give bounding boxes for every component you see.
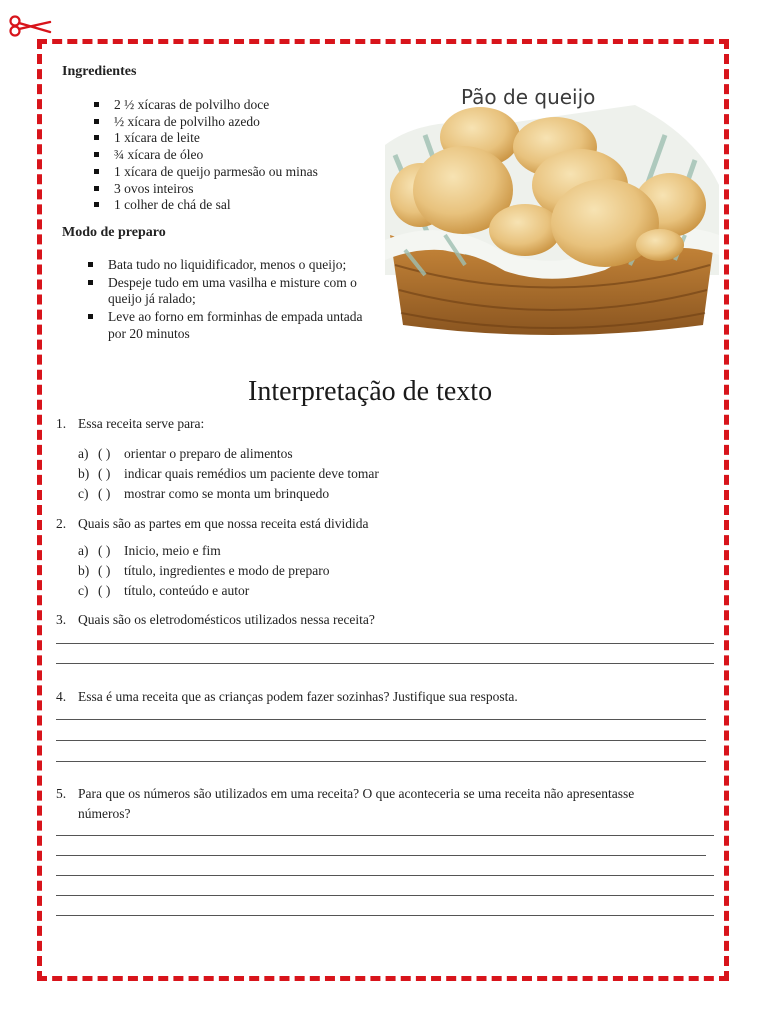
question-number: 5. xyxy=(56,786,67,801)
option-1c[interactable] xyxy=(78,484,329,504)
preparation-heading: Modo de preparo xyxy=(62,225,166,240)
preparation-list xyxy=(86,257,366,344)
answer-line[interactable] xyxy=(56,835,714,836)
question-number: 4. xyxy=(56,689,67,704)
answer-checkbox[interactable]: ( ) xyxy=(98,486,111,501)
question-3 xyxy=(56,610,375,630)
ingredient-item: 2 ½ xícaras de polvilho doce xyxy=(92,97,382,114)
question-text: Essa é uma receita que as crianças podem fazer sozinhas? Justifique sua resposta. xyxy=(78,689,518,704)
answer-line[interactable] xyxy=(56,895,714,896)
question-4 xyxy=(56,687,518,707)
option-letter: c) xyxy=(78,583,89,598)
option-2c[interactable] xyxy=(78,581,249,601)
answer-line[interactable] xyxy=(56,855,706,856)
option-letter: a) xyxy=(78,446,89,461)
question-text: Quais são os eletrodomésticos utilizados nessa receita? xyxy=(78,612,375,627)
preparation-step: Leve ao forno em forminhas de empada untada por 20 minutos xyxy=(86,309,366,342)
answer-line[interactable] xyxy=(56,915,714,916)
preparation-step: Despeje tudo em uma vasilha e misture com o queijo já ralado; xyxy=(86,275,366,308)
option-text: indicar quais remédios um paciente deve tomar xyxy=(124,466,379,481)
option-letter: b) xyxy=(78,563,90,578)
answer-checkbox[interactable]: ( ) xyxy=(98,446,111,461)
ingredient-item: ½ xícara de polvilho azedo xyxy=(92,114,382,131)
option-1b[interactable] xyxy=(78,464,379,484)
option-letter: b) xyxy=(78,466,90,481)
ingredient-item: 1 xícara de queijo parmesão ou minas xyxy=(92,164,382,181)
scissors-icon xyxy=(8,14,52,38)
ingredient-item: 1 xícara de leite xyxy=(92,130,382,147)
option-letter: c) xyxy=(78,486,89,501)
answer-line[interactable] xyxy=(56,875,714,876)
ingredient-item: ¾ xícara de óleo xyxy=(92,147,382,164)
option-text: título, conteúdo e autor xyxy=(124,583,250,598)
ingredient-item: 3 ovos inteiros xyxy=(92,181,382,198)
ingredients-list xyxy=(92,97,382,214)
question-2 xyxy=(56,514,369,534)
answer-line[interactable] xyxy=(56,663,714,664)
photo-caption: Pão de queijo xyxy=(461,85,596,109)
option-text: título, ingredientes e modo de preparo xyxy=(124,563,330,578)
option-1a[interactable] xyxy=(78,444,293,464)
answer-line[interactable] xyxy=(56,719,706,720)
question-text: Essa receita serve para: xyxy=(78,416,205,431)
option-text: orientar o preparo de alimentos xyxy=(124,446,293,461)
answer-line[interactable] xyxy=(56,643,714,644)
ingredients-heading: Ingredientes xyxy=(62,64,137,79)
answer-line[interactable] xyxy=(56,761,706,762)
question-number: 3. xyxy=(56,612,67,627)
option-text: Inicio, meio e fim xyxy=(124,543,221,558)
question-1 xyxy=(56,414,204,434)
answer-checkbox[interactable]: ( ) xyxy=(98,543,111,558)
ingredient-item: 1 colher de chá de sal xyxy=(92,197,382,214)
question-5 xyxy=(56,784,656,824)
cheese-bread-basket-image xyxy=(385,75,719,335)
answer-checkbox[interactable]: ( ) xyxy=(98,466,111,481)
question-number: 1. xyxy=(56,416,67,431)
question-text: Quais são as partes em que nossa receita está dividida xyxy=(78,516,369,531)
option-letter: a) xyxy=(78,543,89,558)
option-text: mostrar como se monta um brinquedo xyxy=(124,486,330,501)
option-2a[interactable] xyxy=(78,541,221,561)
answer-checkbox[interactable]: ( ) xyxy=(98,583,111,598)
preparation-step: Bata tudo no liquidificador, menos o queijo; xyxy=(86,257,366,274)
question-text: Para que os números são utilizados em uma receita? O que aconteceria se uma receita não apresentasse números? xyxy=(78,786,635,821)
option-2b[interactable] xyxy=(78,561,329,581)
question-number: 2. xyxy=(56,516,67,531)
worksheet-title: Interpretação de texto xyxy=(248,376,493,407)
answer-checkbox[interactable]: ( ) xyxy=(98,563,111,578)
answer-line[interactable] xyxy=(56,740,706,741)
